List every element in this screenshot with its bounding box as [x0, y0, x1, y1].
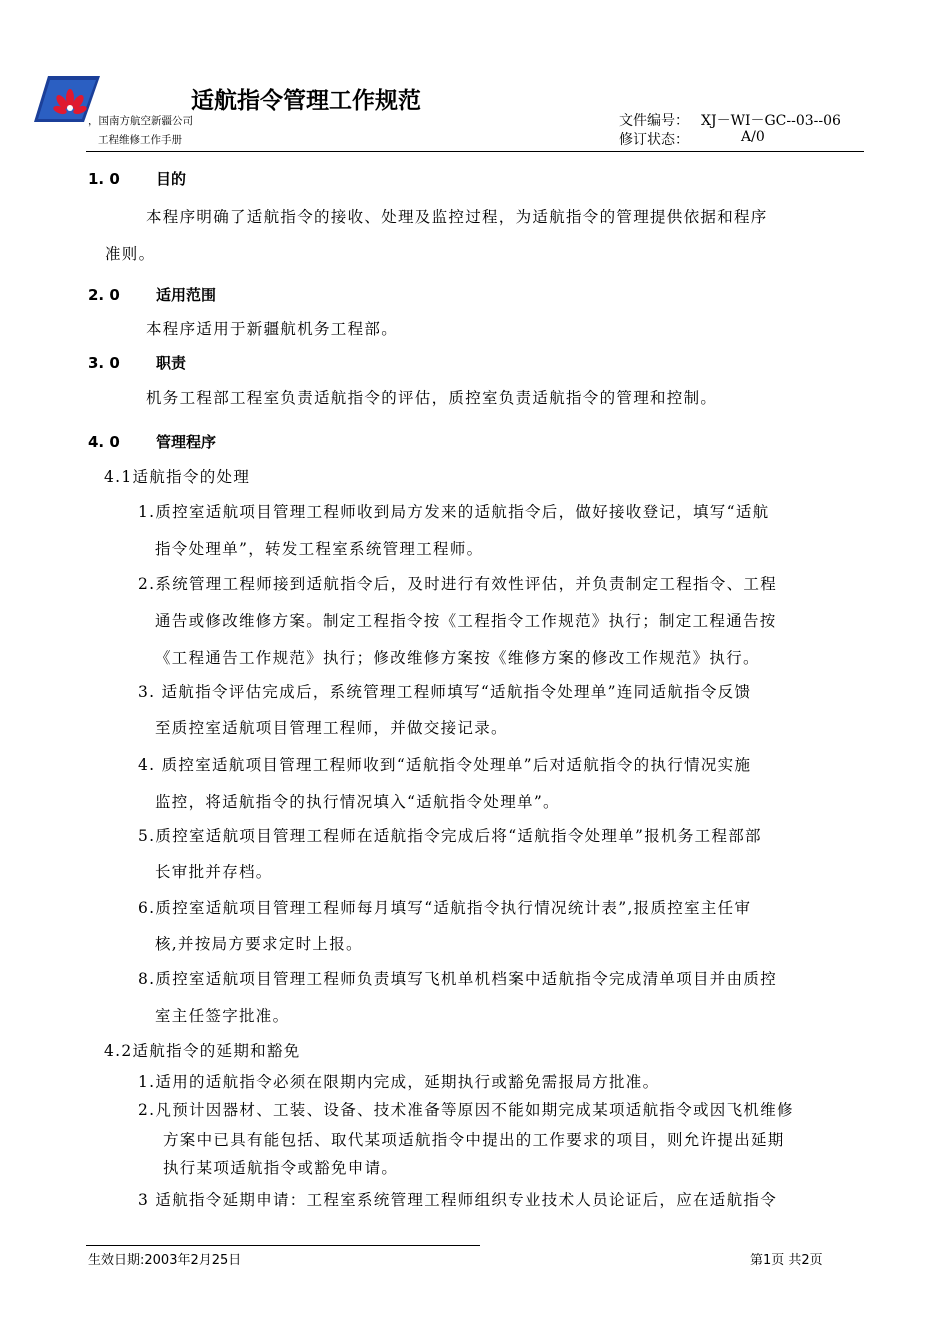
section-number: 1. 0: [88, 170, 120, 188]
header-rule: [86, 151, 864, 152]
paragraph-line: 3. 适航指令评估完成后，系统管理工程师填写“适航指令处理单”连同适航指令反馈: [138, 683, 752, 701]
section-title: 适用范围: [156, 286, 217, 304]
section-heading: [88, 431, 216, 452]
paragraph-line: 6.质控室适航项目管理工程师每月填写“适航指令执行情况统计表”,报质控室主任审: [138, 899, 752, 917]
paragraph-line: 2.凡预计因器材、工装、设备、技术准备等原因不能如期完成某项适航指令或因飞机维修: [138, 1101, 794, 1119]
paragraph-line: 长审批并存档。: [155, 863, 273, 881]
paragraph-line: 监控，将适航指令的执行情况填入“适航指令处理单”。: [155, 793, 560, 811]
paragraph-line: 《工程通告工作规范》执行；修改维修方案按《维修方案的修改工作规范》执行。: [155, 649, 760, 667]
paragraph-line: 机务工程部工程室负责适航指令的评估，质控室负责适航指令的管理和控制。: [146, 389, 718, 407]
paragraph-line: 室主任签字批准。: [155, 1007, 290, 1025]
doc-number-value: XJ－WI－GC--03--06: [701, 113, 841, 129]
doc-number: [619, 110, 841, 130]
paragraph-line: 至质控室适航项目管理工程师，并做交接记录。: [155, 719, 508, 737]
section-title: 管理程序: [156, 433, 217, 451]
section-title: 职责: [156, 354, 187, 372]
paragraph-line: 5.质控室适航项目管理工程师在适航指令完成后将“适航指令处理单”报机务工程部部: [138, 827, 762, 845]
revision-label: 修订状态：: [619, 132, 689, 148]
paragraph-line: 指令处理单”，转发工程室系统管理工程师。: [155, 540, 484, 558]
paragraph-line: 8.质控室适航项目管理工程师负责填写飞机单机档案中适航指令完成清单项目并由质控: [138, 970, 777, 988]
doc-number-label: 文件编号：: [619, 113, 689, 129]
page-number: 第1页 共2页: [750, 1253, 823, 1268]
paragraph-line: 1.适用的适航指令必须在限期内完成，延期执行或豁免需报局方批准。: [138, 1073, 660, 1091]
revision-status: [619, 129, 765, 149]
manual-name: 工程维修工作手册: [98, 134, 182, 146]
revision-value: A/0: [741, 129, 765, 145]
section-heading: [88, 352, 186, 373]
section-number: 3. 0: [88, 354, 120, 372]
paragraph-line: 3 适航指令延期申请：工程室系统管理工程师组织专业技术人员论证后，应在适航指令: [138, 1191, 777, 1209]
paragraph-line: 2.系统管理工程师接到适航指令后，及时进行有效性评估，并负责制定工程指令、工程: [138, 575, 777, 593]
section-heading: [88, 284, 216, 305]
paragraph-line: 执行某项适航指令或豁免申请。: [163, 1159, 399, 1177]
paragraph-line: 1.质控室适航项目管理工程师收到局方发来的适航指令后，做好接收登记，填写“适航: [138, 503, 770, 521]
paragraph-line: 4. 质控室适航项目管理工程师收到“适航指令处理单”后对适航指令的执行情况实施: [138, 756, 752, 774]
paragraph-line: 方案中已具有能包括、取代某项适航指令中提出的工作要求的项目，则允许提出延期: [163, 1131, 785, 1149]
section-title: 目的: [156, 170, 187, 188]
document-title: 适航指令管理工作规范: [191, 88, 421, 114]
company-name: ，国南方航空新疆公司: [88, 115, 193, 127]
paragraph-line: 通告或修改维修方案。制定工程指令按《工程指令工作规范》执行；制定工程通告按: [155, 612, 777, 630]
section-number: 4. 0: [88, 433, 120, 451]
paragraph-line: 准则。: [105, 245, 156, 263]
footer-rule: [86, 1245, 480, 1246]
section-number: 2. 0: [88, 286, 120, 304]
paragraph-line: 本程序明确了适航指令的接收、处理及监控过程，为适航指令的管理提供依据和程序: [146, 208, 768, 226]
subsection-heading: 4.2适航指令的延期和豁免: [104, 1042, 301, 1060]
paragraph-line: 本程序适用于新疆航机务工程部。: [146, 320, 399, 338]
section-heading: [88, 168, 186, 189]
paragraph-line: 核,并按局方要求定时上报。: [155, 935, 363, 953]
subsection-heading: 4.1适航指令的处理: [104, 468, 251, 486]
effective-date: 生效日期:2003年2月25日: [88, 1253, 242, 1268]
